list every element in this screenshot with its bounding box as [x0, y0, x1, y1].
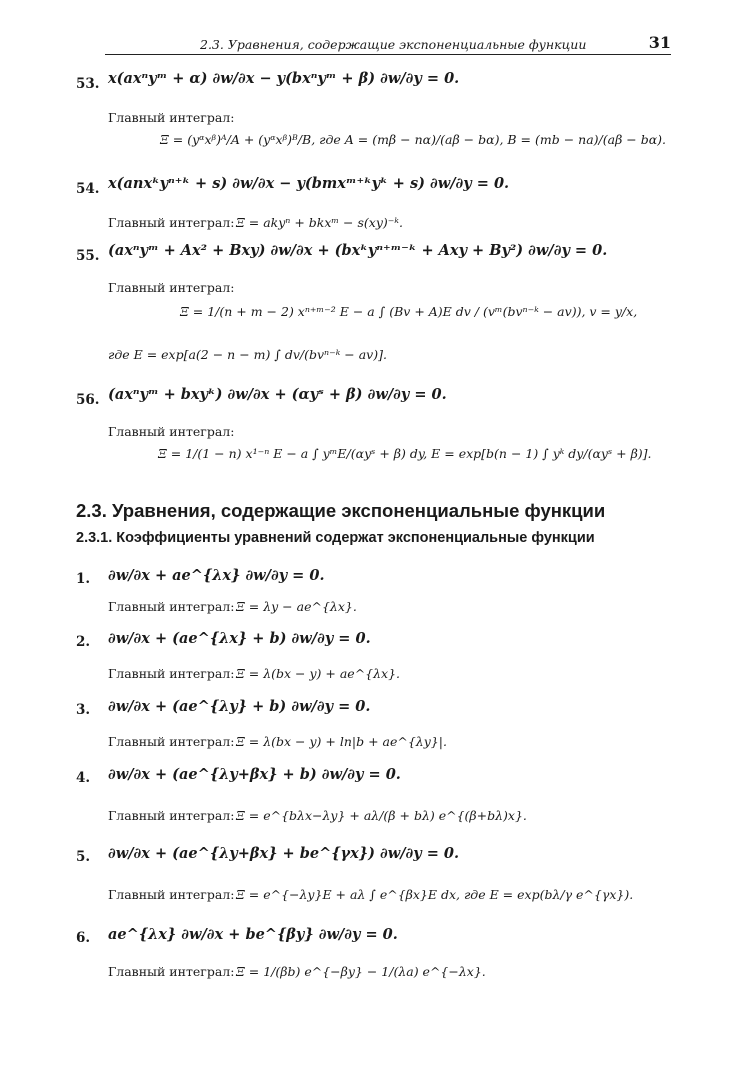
equation-number: 5.	[76, 849, 91, 865]
equation-number: 1.	[76, 571, 91, 587]
equation-number: 53.	[76, 76, 100, 92]
integral-formula: Ξ = 1/(n + m − 2) xⁿ⁺ᵐ⁻² E − a ∫ (Bv + A)E dv / (vᵐ(bvⁿ⁻ᵏ − av)), v = y/x,	[180, 304, 638, 319]
equation-body: ∂w/∂x + (ae^{λy} + b) ∂w/∂y = 0.	[108, 698, 371, 715]
main-integral-label: Главный интеграл:	[108, 734, 235, 749]
equation-number: 2.	[76, 634, 91, 650]
main-integral-label: Главный интеграл:	[108, 599, 235, 614]
integral-formula: Ξ = (yᵅxᵝ)ᴬ/A + (yᵅxᵝ)ᴮ/B, где A = (mβ − nα)/(aβ − bα), B = (mb − na)/(aβ − bα).	[160, 132, 667, 147]
integral-formula: Ξ = e^{bλx−λy} + aλ/(β + bλ) e^{(β+bλ)x}.	[236, 808, 527, 823]
main-integral-label: Главный интеграл:	[108, 666, 235, 681]
main-integral-label: Главный интеграл:	[108, 280, 235, 295]
where-clause: где E = exp[a(2 − n − m) ∫ dv/(bvⁿ⁻ᵏ − av)].	[108, 347, 387, 362]
main-integral-label: Главный интеграл:	[108, 887, 235, 902]
integral-formula: Ξ = e^{−λy}E + aλ ∫ e^{βx}E dx, где E = exp(bλ/γ e^{γx}).	[236, 887, 634, 902]
equation-body: ∂w/∂x + (ae^{λx} + b) ∂w/∂y = 0.	[108, 630, 371, 647]
equation-body: ae^{λx} ∂w/∂x + be^{βy} ∂w/∂y = 0.	[108, 926, 398, 943]
integral-formula: Ξ = λ(bx − y) + ln|b + ae^{λy}|.	[236, 734, 447, 749]
page-number: 31	[648, 33, 671, 52]
integral-formula: Ξ = 1/(βb) e^{−βy} − 1/(λa) e^{−λx}.	[236, 964, 486, 979]
equation-number: 6.	[76, 930, 91, 946]
equation-number: 54.	[76, 181, 100, 197]
equation-number: 4.	[76, 770, 91, 786]
equation-body: ∂w/∂x + (ae^{λy+βx} + be^{γx}) ∂w/∂y = 0.	[108, 845, 460, 862]
main-integral-label: Главный интеграл:	[108, 215, 235, 230]
equation-number: 3.	[76, 702, 91, 718]
main-integral-label: Главный интеграл:	[108, 964, 235, 979]
main-integral-label: Главный интеграл:	[108, 808, 235, 823]
integral-formula: Ξ = akyⁿ + bkxᵐ − s(xy)⁻ᵏ.	[236, 215, 403, 230]
section-title: 2.3. Уравнения, содержащие экспоненциальные функции	[76, 500, 606, 521]
integral-formula: Ξ = λy − ae^{λx}.	[236, 599, 357, 614]
equation-body: (axⁿyᵐ + bxyᵏ) ∂w/∂x + (αyˢ + β) ∂w/∂y = 0.	[108, 386, 447, 403]
running-header	[105, 28, 671, 55]
equation-body: (axⁿyᵐ + Ax² + Bxy) ∂w/∂x + (bxᵏyⁿ⁺ᵐ⁻ᵏ + Axy + By²) ∂w/∂y = 0.	[108, 242, 608, 259]
equation-number: 55.	[76, 248, 100, 264]
running-header-title: 2.3. Уравнения, содержащие экспоненциальные функции	[200, 37, 587, 52]
subsection-title: 2.3.1. Коэффициенты уравнений содержат экспоненциальные функции	[76, 530, 595, 546]
main-integral-label: Главный интеграл:	[108, 424, 235, 439]
equation-number: 56.	[76, 392, 100, 408]
equation-body: ∂w/∂x + (ae^{λy+βx} + b) ∂w/∂y = 0.	[108, 766, 401, 783]
main-integral-label: Главный интеграл:	[108, 110, 235, 125]
integral-formula: Ξ = λ(bx − y) + ae^{λx}.	[236, 666, 401, 681]
equation-body: x(axⁿyᵐ + α) ∂w/∂x − y(bxⁿyᵐ + β) ∂w/∂y = 0.	[108, 70, 460, 87]
integral-formula: Ξ = 1/(1 − n) x¹⁻ⁿ E − a ∫ yᵐE/(αyˢ + β) dy, E = exp[b(n − 1) ∫ yᵏ dy/(αyˢ + β)].	[158, 446, 652, 461]
equation-body: ∂w/∂x + ae^{λx} ∂w/∂y = 0.	[108, 567, 325, 584]
equation-body: x(anxᵏyⁿ⁺ᵏ + s) ∂w/∂x − y(bmxᵐ⁺ᵏyᵏ + s) ∂w/∂y = 0.	[108, 175, 510, 192]
